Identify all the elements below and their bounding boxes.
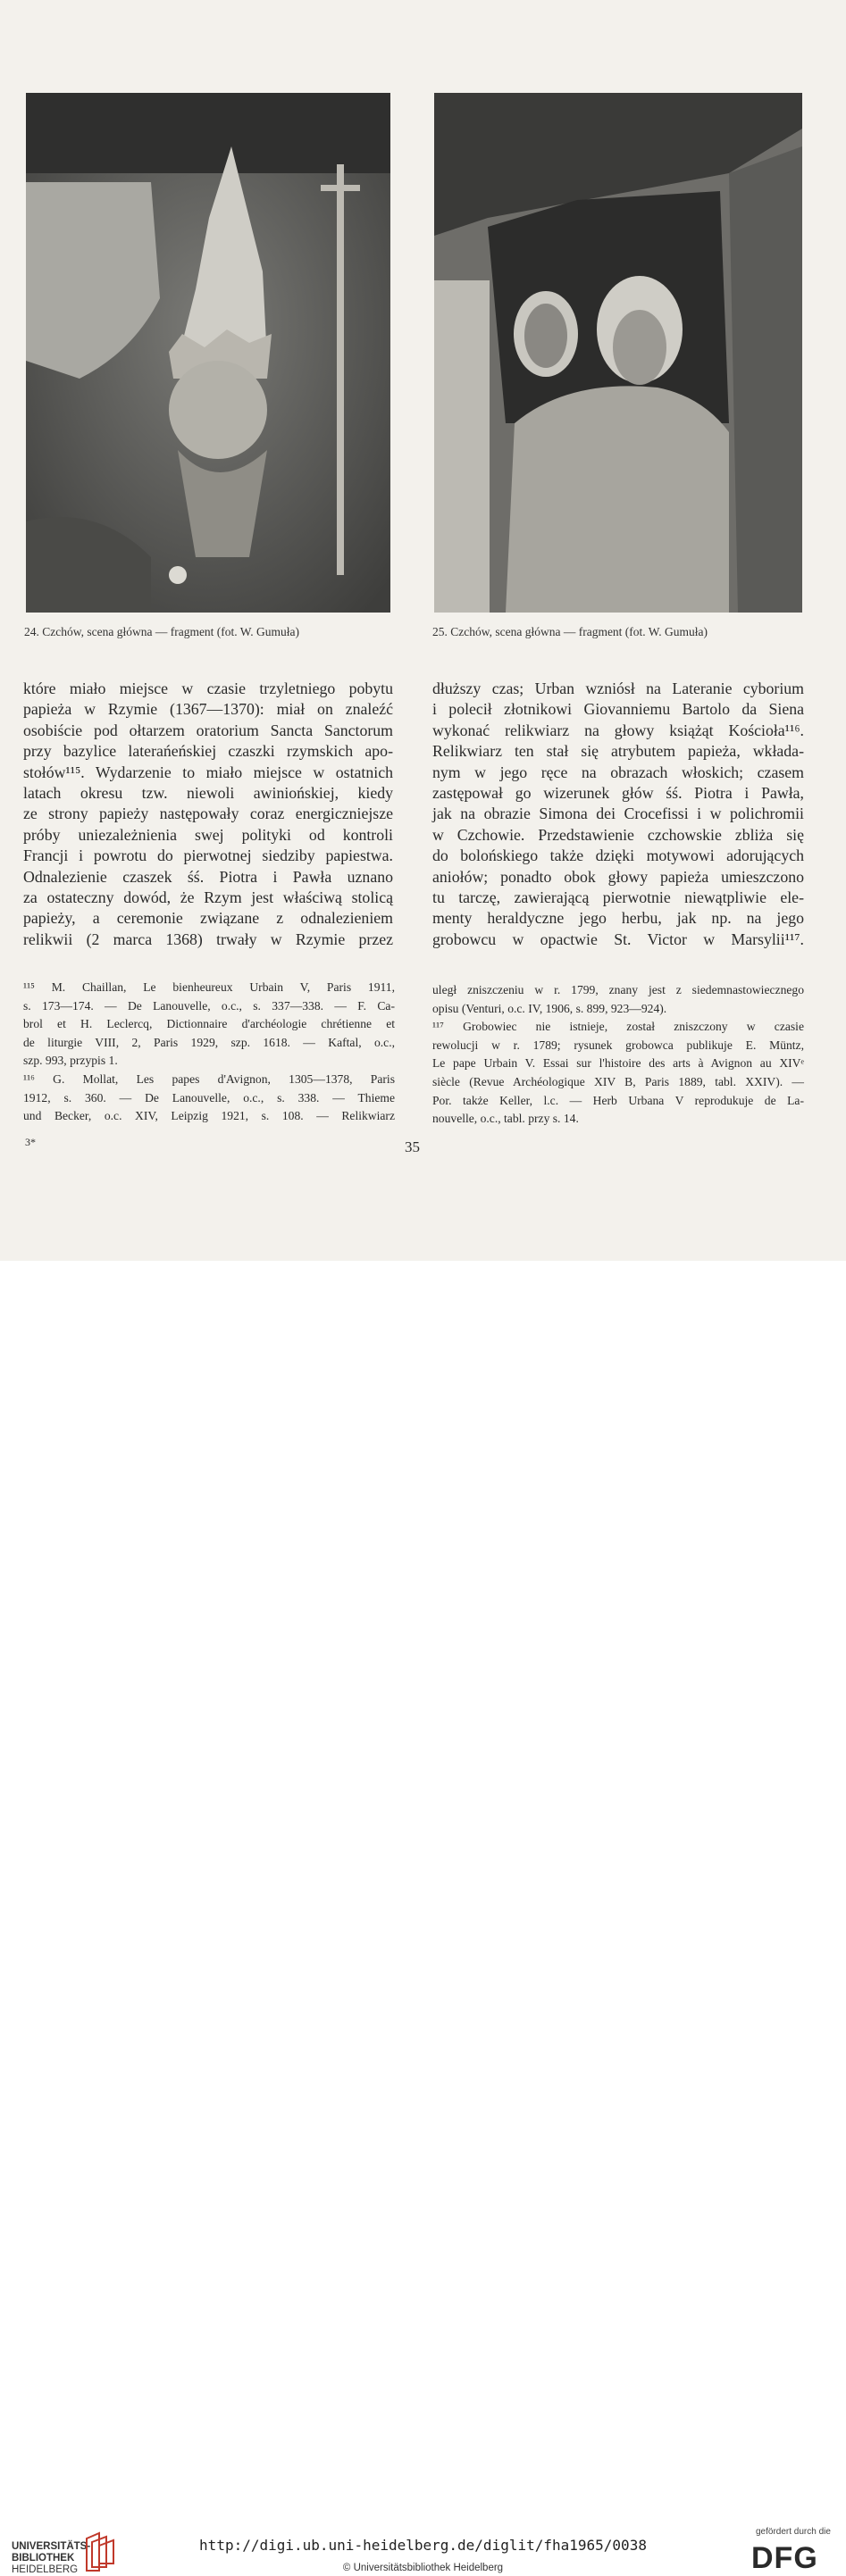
text-line: próby uniezależnienia swej polityki od kontroli	[23, 825, 393, 844]
text-line: latach okresu tzw. niewoli awiniońskiej, kiedy	[23, 784, 393, 803]
footnote-line: nouvelle, o.c., tabl. przy s. 14.	[432, 1112, 579, 1126]
body-text-left-column	[23, 679, 393, 950]
figure-24-photo	[26, 93, 390, 613]
library-name-line: BIBLIOTHEK	[12, 2553, 75, 2563]
text-line: jak na obrazie Simona dei Crocefissi i w polichromii	[432, 804, 804, 823]
text-line: które miało miejsce w czasie trzyletniego pobytu	[23, 679, 393, 697]
text-line: grobowcu w opactwie St. Victor w Marsylii¹¹⁷.	[432, 930, 804, 948]
footnotes-right-column	[432, 981, 804, 1129]
text-line: zastępował go wizerunek głów śś. Piotra i Pawła,	[432, 784, 804, 803]
text-line: Odnalezienie czaszek śś. Piotra i Pawła uznano	[23, 867, 393, 886]
figure-24-caption: 24. Czchów, scena główna — fragment (fot. W. Gumuła)	[24, 625, 300, 638]
text-line: osobiście pod ołtarzem oratorium Sancta Sanctorum	[23, 721, 393, 739]
footnote-line: ¹¹⁶ G. Mollat, Les papes d'Avignon, 1305—1378, Paris	[23, 1071, 395, 1086]
footnote-line: ¹¹⁷ Grobowiec nie istnieje, został zniszczony w czasie	[432, 1020, 804, 1034]
text-line: i polecił złotnikowi Giovanniemu Bartolo da Siena	[432, 700, 804, 719]
scanned-page	[0, 0, 846, 1261]
library-name-line: HEIDELBERG	[12, 2564, 79, 2575]
text-line: papieży, a ceremonie związane z odnalezieniem	[23, 909, 393, 928]
text-line: dłuższy czas; Urban wzniósł na Lateranie cyborium	[432, 679, 804, 697]
copyright-notice: © Universitätsbibliothek Heidelberg	[342, 2563, 504, 2573]
funding-note: gefördert durch die	[756, 2527, 831, 2537]
text-line: Francji i powrotu do pierwotnej siedziby papiestwa.	[23, 846, 393, 865]
dfg-logo: DFG	[751, 2541, 818, 2575]
text-line: ze strony papieży następowały coraz energiczniejsze	[23, 804, 393, 823]
footnote-line: de liturgie VIII, 2, Paris 1929, szp. 1618. — Kaftal, o.c.,	[23, 1035, 395, 1049]
text-line: za ostateczny dowód, że Rzym jest właściwą stolicą	[23, 888, 393, 907]
viewer-footer	[0, 1261, 846, 2575]
footnote-line: s. 173—174. — De Lanouvelle, o.c., s. 337—338. — F. Ca-	[23, 998, 395, 1013]
text-line: papieża w Rzymie (1367—1370): miał on znaleźć	[23, 700, 393, 719]
text-line: aniołów; ponadto obok głowy papieża umieszczono	[432, 867, 804, 886]
text-line: Relikwiarz ten stał się atrybutem papieża, wkłada-	[432, 742, 804, 761]
footnote-line: szp. 993, przypis 1.	[23, 1054, 118, 1068]
text-line: nym w jego ręce na obrazach włoskich; czasem	[432, 763, 804, 781]
printer-signature: 3*	[25, 1136, 36, 1148]
text-line: w Czchowie. Przedstawienie czchowskie zbliża się	[432, 825, 804, 844]
footnote-line: und Becker, o.c. XIV, Leipzig 1921, s. 108. — Relikwiarz	[23, 1109, 395, 1123]
text-line: przy bazylice laterańeńskiej czaszki rzymskich apo-	[23, 742, 393, 761]
footnote-line: 1912, s. 360. — De Lanouvelle, o.c., s. 338. — Thieme	[23, 1090, 395, 1105]
text-line: wykonać relikwiarz na głowy książąt Kościoła¹¹⁶.	[432, 721, 804, 739]
footnote-line: uległ zniszczeniu w r. 1799, znany jest z siedemnastowiecznego	[432, 983, 804, 996]
footnote-line: ¹¹⁵ M. Chaillan, Le bienheureux Urbain V, Paris 1911,	[23, 980, 395, 994]
footnote-line: Le pape Urbain V. Essai sur l'histoire des arts à Avignon au XIVᵉ	[432, 1056, 804, 1071]
text-line: relikwii (2 marca 1368) trwały w Rzymie przez	[23, 930, 393, 948]
footnote-line: brol et H. Leclercq, Dictionnaire d'archéologie chrétienne et	[23, 1017, 395, 1031]
text-line: stołów¹¹⁵. Wydarzenie to miało miejsce w ostatnich	[23, 763, 393, 781]
footnote-line: rewolucji w r. 1789; rysunek grobowca publikuje E. Müntz,	[432, 1038, 804, 1052]
permalink-url[interactable]: http://digi.ub.uni-heidelberg.de/diglit/fha1965/0038	[199, 2537, 647, 2554]
footnote-line: Por. także Keller, l.c. — Herb Urbana V reprodukuje de La-	[432, 1093, 804, 1107]
figure-25-caption: 25. Czchów, scena główna — fragment (fot. W. Gumuła)	[432, 625, 708, 638]
library-name-line: UNIVERSITÄTS-	[12, 2541, 91, 2552]
footnote-line: siècle (Revue Archéologique XIV B, Paris 1889, tabl. XXIV). —	[432, 1074, 804, 1088]
figure-25-photo	[434, 93, 802, 613]
footnote-line: opisu (Venturi, o.c. IV, 1906, s. 899, 923—924).	[432, 1001, 667, 1015]
text-line: do bolońskiego także dzięki motywowi adorujących	[432, 846, 804, 865]
text-line: menty heraldyczne jego herbu, jak np. na jego	[432, 909, 804, 928]
footnotes-left-column	[23, 979, 395, 1126]
text-line: tu tarczę, zawierającą pierwotnie niewątpliwie ele-	[432, 888, 804, 907]
body-text-right-column	[432, 679, 804, 950]
page-number: 35	[405, 1138, 420, 1155]
